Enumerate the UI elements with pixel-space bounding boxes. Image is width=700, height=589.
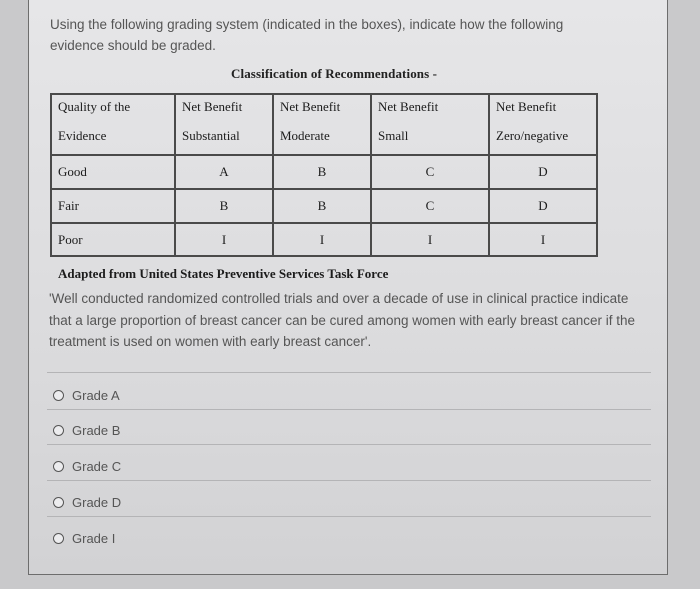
option-grade-c[interactable]: [53, 458, 121, 474]
radio-icon[interactable]: [53, 461, 64, 472]
header-evidence-cell: Evidence: [51, 118, 175, 155]
divider: [47, 372, 651, 373]
divider: [47, 516, 651, 517]
option-label: Grade A: [72, 387, 120, 403]
radio-icon[interactable]: [53, 533, 64, 544]
grade-cell: I: [489, 223, 597, 256]
header-quality-cell: Quality of the: [51, 94, 175, 118]
divider: [47, 480, 651, 481]
quality-fair-cell: Fair: [51, 189, 175, 223]
header-small-cell: Small: [371, 118, 489, 155]
option-grade-b[interactable]: [53, 422, 120, 438]
header-moderate-cell: Moderate: [273, 118, 371, 155]
divider: [47, 444, 651, 445]
header-net-benefit-cell: Net Benefit: [371, 94, 489, 118]
radio-icon[interactable]: [53, 390, 64, 401]
grade-cell: D: [489, 155, 597, 189]
grade-cell: A: [175, 155, 273, 189]
table-caption: Classification of Recommendations -: [231, 66, 438, 81]
table-row: [51, 189, 597, 223]
grade-cell: C: [371, 189, 489, 223]
header-net-benefit-cell: Net Benefit: [489, 94, 597, 118]
table-row: [51, 223, 597, 256]
option-label: Grade B: [72, 422, 121, 438]
quality-good-cell: Good: [51, 155, 175, 189]
table-header-row: [51, 118, 597, 155]
header-net-benefit-cell: Net Benefit: [175, 94, 273, 118]
table-row: [51, 155, 597, 189]
grade-cell: B: [175, 189, 273, 223]
grade-cell: I: [273, 223, 371, 256]
divider: [47, 409, 651, 410]
quality-poor-cell: Poor: [51, 223, 175, 256]
header-substantial-cell: Substantial: [175, 118, 273, 155]
grade-cell: D: [489, 189, 597, 223]
option-grade-i[interactable]: [53, 530, 115, 546]
option-label: Grade I: [72, 530, 116, 546]
grade-cell: B: [273, 155, 371, 189]
table-source: Adapted from United States Preventive Services Task Force: [58, 266, 389, 281]
grade-cell: B: [273, 189, 371, 223]
question-prompt: Using the following grading system (indicated in the boxes), indicate how the following evidence should be graded.: [50, 17, 564, 53]
option-label: Grade C: [72, 458, 122, 474]
header-net-benefit-cell: Net Benefit: [273, 94, 371, 118]
grade-cell: C: [371, 155, 489, 189]
evidence-quote: 'Well conducted randomized controlled trials and over a decade of use in clinical practice indicate that a large proportion of breast cancer can be cured among women with early breast cancer if the treatment is used on women with early breast cancer'.: [49, 291, 636, 349]
grading-table: [50, 93, 598, 257]
grade-cell: I: [371, 223, 489, 256]
option-grade-a[interactable]: [53, 387, 120, 403]
header-zero-negative-cell: Zero/negative: [489, 118, 597, 155]
radio-icon[interactable]: [53, 497, 64, 508]
option-grade-d[interactable]: [53, 494, 121, 510]
table-header-row: [51, 94, 597, 118]
grade-cell: I: [175, 223, 273, 256]
radio-icon[interactable]: [53, 425, 64, 436]
option-label: Grade D: [72, 494, 122, 510]
